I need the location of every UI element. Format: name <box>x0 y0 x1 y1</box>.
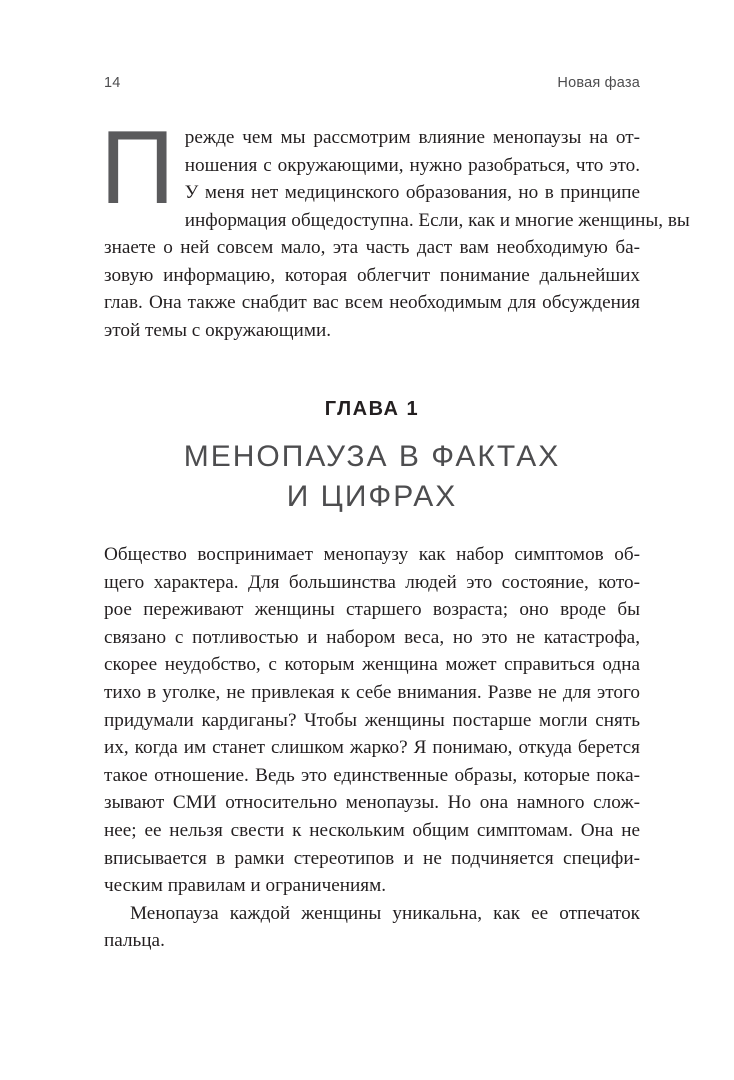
chapter-label: ГЛАВА 1 <box>324 398 420 420</box>
body-line: вписывается в рамки стереотипов и не подчиняется специфи- <box>104 847 640 869</box>
body-line: связано с потливостью и набором веса, но это не катастрофа, <box>104 626 640 648</box>
body-line: ческим правилам и ограничениям. <box>104 875 387 897</box>
running-title: Новая фаза <box>557 75 640 91</box>
intro-paragraph <box>100 110 690 344</box>
body-paragraph <box>104 541 640 900</box>
chapter-title-line: И ЦИФРАХ <box>286 480 458 513</box>
body-line: зывают СМИ относительно менопаузы. Но она намного слож- <box>104 792 640 814</box>
intro-line: этой темы с окружающими. <box>104 319 332 341</box>
intro-line: глав. Она также снабдит вас всем необходимым для обсуждения <box>104 292 640 313</box>
intro-line: режде чем мы рассмотрим влияние менопаузы на от- <box>184 127 640 148</box>
body-line: тихо в уголке, не привлекая к себе внимания. Разве не для этого <box>104 681 640 703</box>
chapter-title <box>104 437 640 517</box>
intro-line: зовую информацию, которая облегчит понимание дальнейших <box>104 264 640 286</box>
chapter-title-line: МЕНОПАУЗА В ФАКТАХ <box>183 440 561 473</box>
body-line: скорее неудобство, с которым женщина может справиться одна <box>104 654 640 676</box>
body-line: такое отношение. Ведь это единственные образы, которые пока- <box>104 764 640 786</box>
body-line: Менопауза каждой женщины уникальна, как ее отпечаток <box>130 902 640 924</box>
body-line: рое переживают женщины старшего возраста; оно вроде бы <box>104 599 640 621</box>
body-line: их, когда им станет слишком жарко? Я понимаю, откуда берется <box>104 737 640 759</box>
body-paragraph <box>104 900 640 955</box>
intro-line: ношения с окружающими, нужно разобраться, что это. <box>184 154 640 176</box>
drop-cap: П <box>100 110 175 226</box>
body-line: щего характера. Для большинства людей это состояние, кото- <box>104 571 640 593</box>
intro-line: У меня нет медицинского образования, но в принципе <box>184 182 640 203</box>
intro-line: знаете о ней совсем мало, эта часть даст вам необходимую ба- <box>104 237 640 258</box>
page-number: 14 <box>104 75 121 91</box>
intro-line: информация общедоступна. Если, как и многие женщины, вы <box>184 209 690 231</box>
body-line: пальца. <box>104 930 165 952</box>
body-line: нее; ее нельзя свести к нескольким общим симптомам. Она не <box>104 819 640 841</box>
body-line: придумали кардиганы? Чтобы женщины постарше могли снять <box>104 709 640 731</box>
body-line: Общество воспринимает менопаузу как набор симптомов об- <box>104 544 640 565</box>
chapter-body <box>104 541 640 955</box>
